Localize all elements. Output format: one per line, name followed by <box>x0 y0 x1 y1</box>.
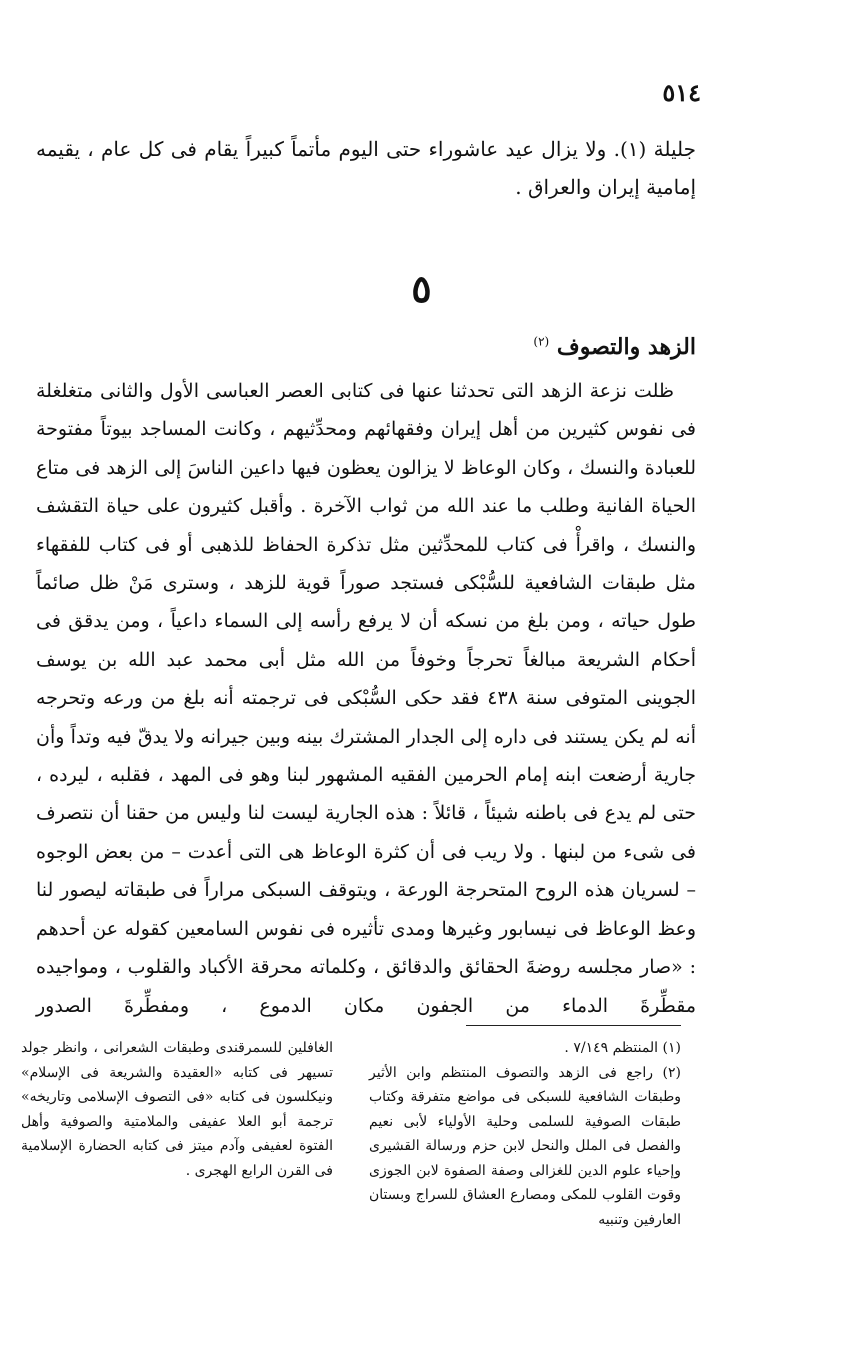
body-text: ظلت نزعة الزهد التى تحدثنا عنها فى كتابى العصر العباسى الأول والثانى متغلغلة فى نفوس كثيرين من أهل إيران وفقهائهم ومحدِّثيهم ، وكانت المساجد بيوتاً مفتوحة للعبادة والنسك ، وكان الوعاظ لا يزالون يعظون فيها داعين الناسَ إلى الزهد فى متاع الحياة الفانية وطلب ما عند الله من ثواب الآخرة . وأقبل كثيرون على حياة التقشف والنسك ، واقرأْ فى كتاب للمحدِّثين مثل تذكرة الحفاظ للذهبى أو فى كتاب للفقهاء مثل طبقات الشافعية للسُّبْكى فستجد صوراً قوية للزهد ، وسترى مَنْ ظل صائماً طول حياته ، ومن بلغ من نسكه أن لا يرفع رأسه إلى السماء داعياً ، ومن يدقق فى أحكام الشريعة مبالغاً تحرجاً وخوفاً من الله مثل أبى محمد عبد الله بن يوسف الجوينى المتوفى سنة ٤٣٨ فقد حكى السُّبْكى فى ترجمته أنه بلغ من ورعه وتحرجه أنه لم يكن يستند فى داره إلى الجدار المشترك بينه وبين جيرانه ولا يدقّ فيه وتداً وأن جارية أرضعت ابنه إمام الحرمين الفقيه المشهور لبنا وهو فى المهد ، فقلبه ، ليرده ، حتى لم يدع فى باطنه شيئاً ، قائلاً : هذه الجارية ليست لنا وليس من حقنا أن نتصرف فى شىء من لبنها . ولا ريب فى أن كثرة الوعاظ هى التى أعدت – من بعض الوجوه – لسريان هذه الروح المتحرجة الورعة ، ويتوقف السبكى مراراً فى طبقاته ليصور لنا وعظ الوعاظ فى نيسابور وغيرها ومدى تأثيره فى نفوس السامعين كقوله عن أحدهم : «صار مجلسه روضةَ الحقائق والدقائق ، وكلماته محرقة الأكباد والقلوب ، ومواجيده مقطِّرةَ الدماء من الجفون مكان الدموع ، ومفطِّرةَ الصدور <box>36 380 696 1017</box>
section-title <box>533 334 696 360</box>
page-number: ٥١٤ <box>662 78 701 107</box>
section-title-text: الزهد والتصوف <box>556 334 696 360</box>
footnote-ref: (٢) <box>533 334 550 349</box>
body-paragraph <box>36 372 696 1025</box>
footnotes-right-column <box>369 1036 681 1232</box>
footnote-1: (١) المنتظم ٧/١٤٩ . <box>564 1040 681 1056</box>
intro-text: جليلة (١). ولا يزال عيد عاشوراء حتى اليوم مأتماً كبيراً يقام فى كل عام ، يقيمه إمامية إيران والعراق . <box>36 137 697 199</box>
footnotes-left-column <box>21 1036 333 1183</box>
intro-paragraph <box>36 130 696 206</box>
footnote-2-continued: الغافلين للسمرقندى وطبقات الشعرانى ، وانظر جولد تسيهر فى كتابه «العقيدة والشريعة فى الإسلام» ونيكلسون فى كتابه «فى التصوف الإسلامى وتاريخه» ترجمة أبو العلا عفيفى والملامتية والصوفية وأهل الفتوة لعفيفى وآدم ميتز فى كتابه الحضارة الإسلامية فى القرن الرابع الهجرى . <box>21 1040 333 1179</box>
footnote-2: (٢) راجع فى الزهد والتصوف المنتظم وابن الأثير وطبقات الشافعية للسبكى فى مواضع متفرقة وكتاب طبقات الصوفية للسلمى وحلية الأولياء لأبى نعيم والفصل فى الملل والنحل لابن حزم ورسالة القشيرى وإحياء علوم الدين للغزالى وصفة الصفوة لابن الجوزى وقوت القلوب للمكى ومصارع العشاق للسراج وبستان العارفين وتنبيه <box>369 1064 681 1228</box>
section-number: ٥ <box>411 266 432 311</box>
footnote-divider <box>466 1025 681 1026</box>
